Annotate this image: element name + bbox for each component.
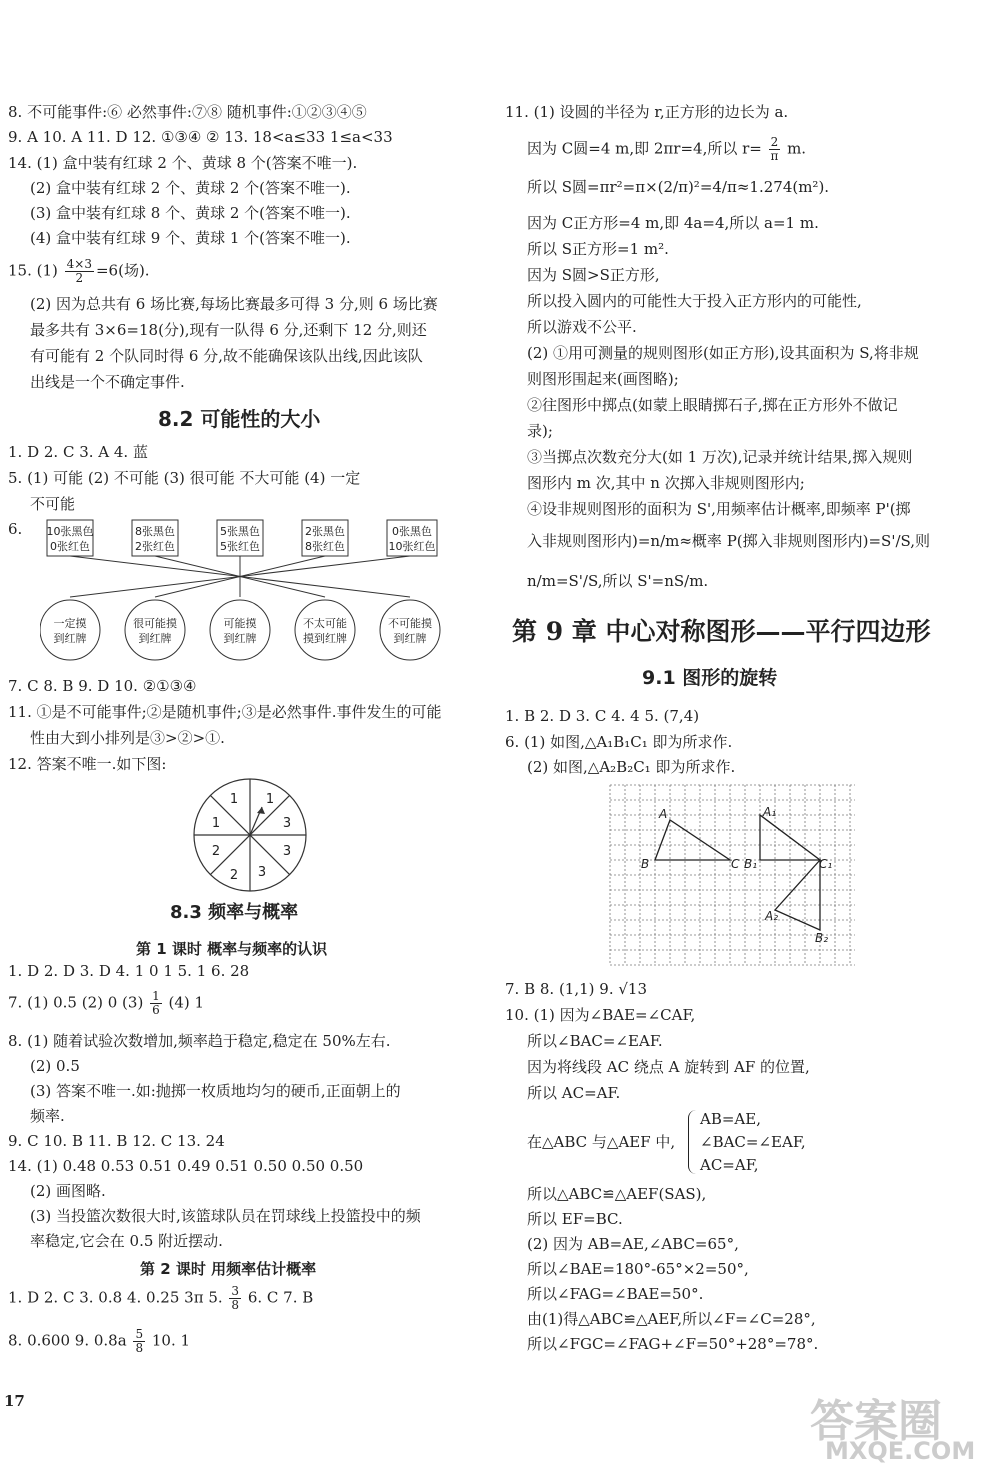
fraction: $\frac{4\times 3}{2}$	[66, 257, 92, 285]
ans-15-2b: 最多共有 3×6=18(分),现有一队得 6 分,还剩下 12 分,则还	[30, 321, 427, 339]
s82-ans-11b: 性由大到小排列是③>②>①.	[30, 729, 225, 747]
sector-label: 1	[211, 816, 221, 831]
fraction: $\frac{5}{8}$	[135, 1327, 144, 1355]
circle-2-line2: 到红牌	[138, 632, 172, 645]
r-ans-11-2g: ④设非规则图形的面积为 S',用频率估计概率,即频率 P'(掷	[527, 500, 911, 518]
box-2-line1: 8张黑色	[135, 525, 175, 538]
s82-ans-1-4: 1. D 2. C 3. A 4. 蓝	[8, 443, 148, 461]
c9-ans-10h: 所以 EF=BC.	[527, 1210, 623, 1228]
r-ans-11-2d: 录);	[527, 422, 553, 440]
box-5-line2: 10张红色	[388, 540, 436, 553]
s83-ans-14d: 率稳定,它会在 0.5 附近摆动.	[30, 1232, 223, 1250]
section-8-2-title: 8.2 可能性的大小	[158, 407, 321, 431]
r-ans-11-compare: 因为 S圆>S正方形,	[527, 266, 660, 284]
point-label: B₂	[815, 931, 829, 945]
sector-label: 3	[257, 865, 267, 880]
circle-4-line1: 不太可能	[303, 617, 347, 630]
c9-ans-10a: 10. (1) 因为∠BAE=∠CAF,	[505, 1006, 696, 1024]
section-9-1-title: 9.1 图形的旋转	[642, 667, 778, 689]
box-2-line2: 2张红色	[135, 540, 175, 553]
r-ans-11-2b: 则图形围起来(画图略);	[527, 370, 679, 388]
r-ans-11-circ: 因为 C圆=4 m,即 2πr=4,所以 r= $\frac{2}{\pi}$ m.	[527, 135, 807, 163]
fraction: $\frac{2}{\pi}$	[770, 135, 779, 163]
s83-ans-8c: (3) 答案不唯一.如:抛掷一枚质地均匀的硬币,正面朝上的	[30, 1082, 401, 1100]
c9-ans-10f3: AC=AF,	[700, 1156, 759, 1174]
c9-ans-1-5: 1. B 2. D 3. C 4. 4 5. (7,4)	[505, 707, 700, 725]
circle-3-line2: 到红牌	[223, 632, 257, 645]
s83-ans-14b: (2) 画图略.	[30, 1182, 106, 1200]
circle-1-line2: 到红牌	[53, 632, 87, 645]
box-4-line1: 2张黑色	[305, 525, 345, 538]
lesson-1-title: 第 1 课时 概率与频率的认识	[136, 940, 328, 958]
watermark-url: MXQE.COM	[825, 1437, 976, 1465]
s82-ans-5a: 5. (1) 可能 (2) 不可能 (3) 很可能 不大可能 (4) 一定	[8, 469, 361, 487]
box-3-line2: 5张红色	[220, 540, 260, 553]
circle-5-line1: 不可能摸	[388, 617, 432, 630]
s83-ans-8b: (2) 0.5	[30, 1057, 80, 1075]
r-ans-11-1: 11. (1) 设圆的半径为 r,正方形的边长为 a.	[505, 103, 789, 121]
ans-8: 8. 不可能事件:⑥ 必然事件:⑦⑧ 随机事件:①②③④⑤	[8, 103, 367, 121]
ans-14-4: (4) 盒中装有红球 9 个、黄球 1 个(答案不唯一).	[30, 229, 351, 247]
c9-ans-10m: 所以∠FGC=∠FAG+∠F=50°+28°=78°.	[527, 1335, 819, 1353]
circle-4-line2: 摸到红牌	[303, 632, 347, 645]
c9-ans-6-1: 6. (1) 如图,△A₁B₁C₁ 即为所求作.	[505, 733, 733, 751]
chapter-9-title: 第 9 章 中心对称图形——平行四边形	[512, 617, 931, 646]
ans-15-2a: (2) 因为总共有 6 场比赛,每场比赛最多可得 3 分,则 6 场比赛	[30, 295, 438, 313]
c9-ans-10j: 所以∠BAE=180°-65°×2=50°,	[527, 1260, 749, 1278]
c9-ans-6-2: (2) 如图,△A₂B₂C₁ 即为所求作.	[527, 758, 736, 776]
ans-15-2d: 出线是一个不确定事件.	[30, 373, 185, 391]
circle-3-line1: 可能摸	[223, 617, 257, 630]
s83-ans-9-13: 9. C 10. B 11. B 12. C 13. 24	[8, 1132, 225, 1150]
c9-ans-7-9: 7. B 8. (1,1) 9. √13	[505, 980, 648, 998]
ans-15-2c: 有可能有 2 个队同时得 6 分,故不能确保该队出线,因此该队	[30, 347, 423, 365]
point-label: C₁	[819, 857, 833, 871]
ans-14-3: (3) 盒中装有红球 8 个、黄球 2 个(答案不唯一).	[30, 204, 351, 222]
c9-ans-10k: 所以∠FAG=∠BAE=50°.	[527, 1285, 704, 1303]
page-number: 17	[4, 1392, 25, 1410]
s82-ans-7-10: 7. C 8. B 9. D 10. ②①③④	[8, 677, 197, 695]
l2-ans-1-7: 1. D 2. C 3. 0.8 4. 0.25 3π 5. $\frac{3}{8}$ 6. C 7. B	[8, 1284, 314, 1312]
point-label: C	[731, 857, 740, 871]
fraction: $\frac{3}{8}$	[231, 1284, 240, 1312]
point-label: B₁	[744, 857, 758, 871]
c9-ans-10d: 所以 AC=AF.	[527, 1084, 621, 1102]
fraction: $\frac{1}{6}$	[152, 989, 160, 1017]
c9-ans-10i: (2) 因为 AB=AE,∠ABC=65°,	[527, 1235, 739, 1253]
c9-ans-10b: 所以∠BAC=∠EAF.	[527, 1032, 663, 1050]
sector-label: 1	[229, 792, 239, 807]
s83-ans-7: 7. (1) 0.5 (2) 0 (3) $\frac{1}{6}$ (4) 1	[8, 989, 205, 1017]
point-label: A	[659, 807, 668, 821]
circle-5-line2: 到红牌	[393, 632, 427, 645]
s83-ans-14a: 14. (1) 0.48 0.53 0.51 0.49 0.51 0.50 0.50 0.50	[8, 1157, 364, 1175]
box-1-line1: 10张黑色	[46, 525, 94, 538]
circle-1-line1: 一定摸	[53, 617, 87, 630]
c9-ans-10l: 由(1)得△ABC≌△AEF,所以∠F=∠C=28°,	[527, 1310, 816, 1328]
c9-ans-10e: 在△ABC 与△AEF 中,	[527, 1133, 676, 1151]
c9-ans-10c: 因为将线段 AC 绕点 A 旋转到 AF 的位置,	[527, 1058, 810, 1076]
c9-ans-10g: 所以△ABC≌△AEF(SAS),	[527, 1185, 707, 1203]
r-ans-11-2a: (2) ①用可测量的规则图形(如正方形),设其面积为 S,将非规	[527, 344, 919, 362]
box-4-line2: 8张红色	[305, 540, 345, 553]
s82-ans-12: 12. 答案不唯一.如下图:	[8, 755, 167, 773]
ans-15-1: 15. (1) $\frac{4\times 3}{2}$ =6(场).	[8, 257, 150, 285]
matching-diagram	[40, 515, 460, 675]
r-ans-11-2i: n/m=S'/S,所以 S'=nS/m.	[527, 572, 709, 590]
lesson-2-title: 第 2 课时 用频率估计概率	[140, 1260, 317, 1278]
spinner-diagram	[190, 775, 310, 895]
point-label: B	[641, 857, 650, 871]
ans-14-2: (2) 盒中装有红球 2 个、黄球 2 个(答案不唯一).	[30, 179, 351, 197]
r-ans-11-2h: 入非规则图形内)=n/m≈概率 P(掷入非规则图形内)=S'/S,则	[527, 532, 931, 550]
sector-label: 3	[282, 816, 292, 831]
point-label: A₂	[765, 909, 779, 923]
c9-ans-10f2: ∠BAC=∠EAF,	[700, 1133, 806, 1151]
r-ans-11-area: 所以 S圆=πr²=π×(2/π)²=4/π≈1.274(m²).	[527, 178, 830, 196]
ans-9-13: 9. A 10. A 11. D 12. ①③④ ② 13. 18<a≤33 1≤a<33	[8, 128, 393, 146]
s83-ans-1-6: 1. D 2. D 3. D 4. 1 0 1 5. 1 6. 28	[8, 962, 250, 980]
sector-label: 3	[282, 844, 292, 859]
sector-label: 1	[265, 792, 275, 807]
sector-label: 2	[229, 868, 239, 883]
s83-ans-8a: 8. (1) 随着试验次数增加,频率趋于稳定,稳定在 50%左右.	[8, 1032, 391, 1050]
s82-ans-6-label: 6.	[8, 520, 23, 538]
s82-ans-5b: 不可能	[30, 495, 76, 513]
s82-ans-11a: 11. ①是不可能事件;②是随机事件;③是必然事件.事件发生的可能	[8, 703, 442, 721]
brace	[688, 1110, 697, 1174]
section-8-3-title: 8.3 频率与概率	[170, 902, 299, 923]
circle-2-line1: 很可能摸	[133, 617, 177, 630]
r-ans-11-sq: 因为 C正方形=4 m,即 4a=4,所以 a=1 m.	[527, 214, 819, 232]
box-3-line1: 5张黑色	[220, 525, 260, 538]
box-1-line2: 0张红色	[50, 540, 90, 553]
sector-label: 2	[211, 844, 221, 859]
r-ans-11-2c: ②往图形中掷点(如蒙上眼睛掷石子,掷在正方形外不做记	[527, 396, 898, 414]
ans-14-1: 14. (1) 盒中装有红球 2 个、黄球 8 个(答案不唯一).	[8, 154, 358, 172]
r-ans-11-conc2: 所以游戏不公平.	[527, 318, 637, 336]
r-ans-11-2e: ③当掷点次数充分大(如 1 万次),记录并统计结果,掷入规则	[527, 448, 913, 466]
l2-ans-8-10: 8. 0.600 9. 0.8a $\frac{5}{8}$ 10. 1	[8, 1327, 191, 1355]
box-5-line1: 0张黑色	[392, 525, 432, 538]
rotation-grid-figure	[605, 780, 865, 970]
s83-ans-14c: (3) 当投篮次数很大时,该篮球队员在罚球线上投篮投中的频	[30, 1207, 421, 1225]
r-ans-11-2f: 图形内 m 次,其中 n 次掷入非规则图形内;	[527, 474, 805, 492]
watermark-logo: 答案圈	[810, 1396, 942, 1447]
r-ans-11-sqarea: 所以 S正方形=1 m².	[527, 240, 669, 258]
r-ans-11-conc1: 所以投入圆内的可能性大于投入正方形内的可能性,	[527, 292, 862, 310]
c9-ans-10f1: AB=AE,	[700, 1110, 761, 1128]
point-label: A₁	[763, 805, 777, 819]
s83-ans-8d: 频率.	[30, 1107, 65, 1125]
